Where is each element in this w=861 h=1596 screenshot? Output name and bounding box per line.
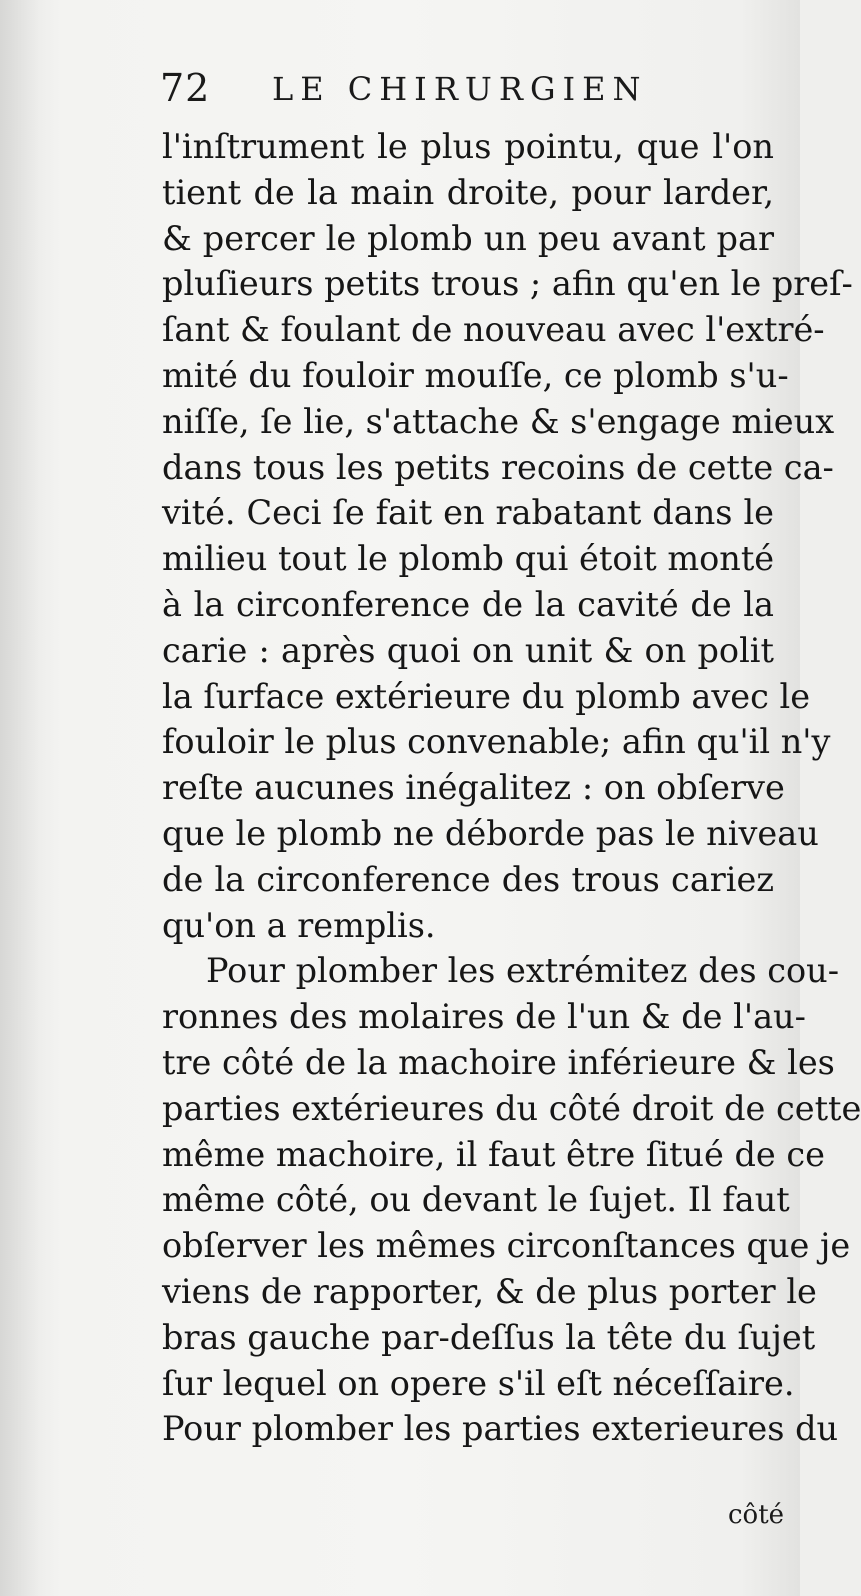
paragraph-end-line: qu'on a remplis. <box>162 905 436 945</box>
text-line: mité du fouloir mouſſe, ce plomb s'u- <box>162 355 789 395</box>
page-number: 72 <box>160 66 211 110</box>
text-line: tre côté de la machoire inférieure & les <box>162 1042 835 1082</box>
text-line: de la circonference des trous cariez <box>162 859 774 899</box>
text-line: pluſieurs petits trous ; afin qu'en le preſ- <box>162 264 853 304</box>
text-line: niſſe, ſe lie, s'attache & s'engage mieux <box>162 401 835 441</box>
text-line: ſant & foulant de nouveau avec l'extré- <box>162 310 825 350</box>
text-line: milieu tout le plomb qui étoit monté <box>162 539 775 579</box>
text-line: même côté, ou devant le ſujet. Il faut <box>162 1180 790 1220</box>
catchword: côté <box>728 1500 785 1530</box>
text-line: l'inſtrument le plus pointu, que l'on <box>162 127 774 166</box>
text-line: à la circonference de la cavité de la <box>162 584 774 624</box>
body-text <box>162 124 861 1452</box>
text-line: reſte aucunes inégalitez : on obſerve <box>162 768 785 808</box>
text-line: ſur lequel on opere s'il eſt néceſſaire. <box>162 1363 795 1403</box>
page-header <box>160 66 720 110</box>
text-line: Pour plomber les parties exterieures du <box>162 1409 839 1449</box>
text-line: parties extérieures du côté droit de cette <box>162 1088 861 1128</box>
text-line: fouloir le plus convenable; afin qu'il n'y <box>162 722 831 762</box>
text-line: dans tous les petits recoins de cette ca- <box>162 447 834 487</box>
text-line: obſerver les mêmes circonſtances que je <box>162 1226 851 1266</box>
text-line: que le plomb ne déborde pas le niveau <box>162 813 819 853</box>
text-line: même machoire, il faut être ſitué de ce <box>162 1134 825 1174</box>
text-line: carie : après quoi on unit & on polit <box>162 630 774 670</box>
running-head: LE CHIRURGIEN <box>272 70 648 108</box>
gutter-shadow <box>0 0 40 1596</box>
text-line: tient de la main droite, pour larder, <box>162 172 774 212</box>
text-line: vité. Ceci ſe fait en rabatant dans le <box>162 493 774 533</box>
text-line: & percer le plomb un peu avant par <box>162 218 774 258</box>
text-line: bras gauche par-deſſus la tête du ſujet <box>162 1317 816 1357</box>
text-line: la ſurface extérieure du plomb avec le <box>162 676 811 716</box>
paragraph-start-line: Pour plomber les extrémitez des cou- <box>206 951 840 991</box>
text-line: viens de rapporter, & de plus porter le <box>162 1271 817 1311</box>
text-line: ronnes des molaires de l'un & de l'au- <box>162 997 806 1037</box>
